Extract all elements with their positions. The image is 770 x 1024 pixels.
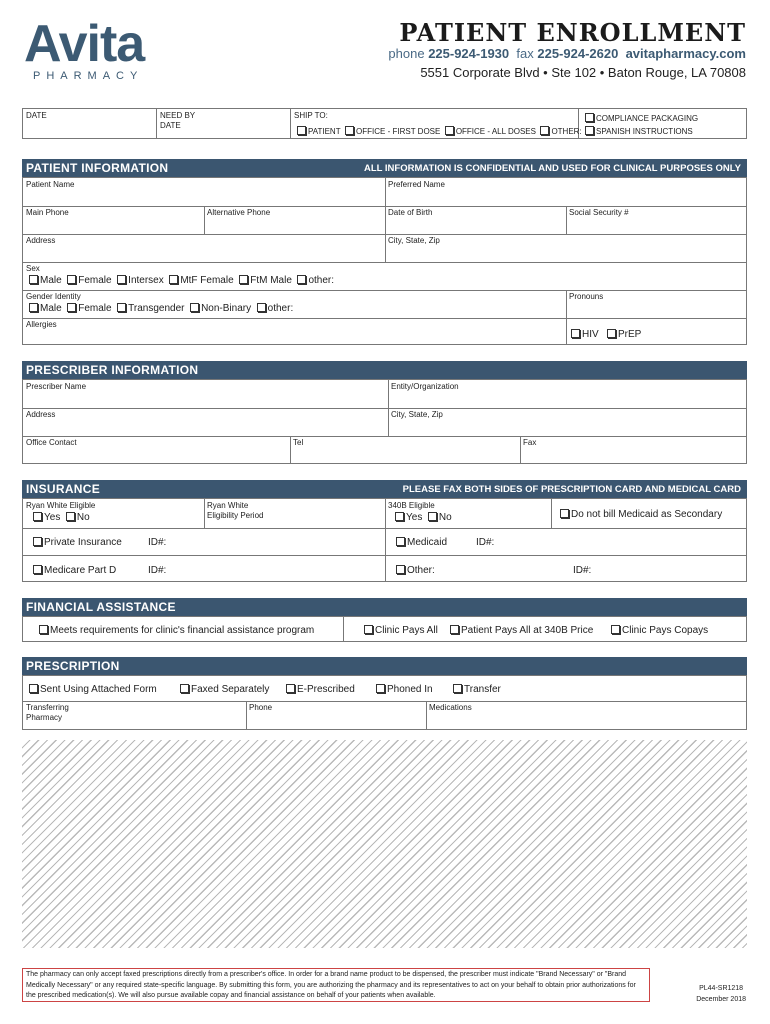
- form-code: [696, 983, 746, 1005]
- phoned-in-checkbox[interactable]: Phoned In: [376, 684, 433, 695]
- faxed-separately-checkbox[interactable]: Faxed Separately: [180, 684, 269, 695]
- medicaid-checkbox[interactable]: Medicaid: [396, 537, 447, 548]
- phone-number: 225-924-1930: [428, 46, 510, 61]
- prescription-section-title: PRESCRIPTION: [26, 659, 120, 673]
- e-prescribed-checkbox[interactable]: E-Prescribed: [286, 684, 355, 695]
- meets-requirements-checkbox[interactable]: Meets requirements for clinic's financial assistance program: [39, 625, 314, 636]
- logo-subtitle: PHARMACY: [33, 70, 144, 82]
- private-insurance-checkbox[interactable]: Private Insurance: [33, 537, 122, 548]
- prescription-fields: [22, 675, 747, 730]
- prescriber-fax-field[interactable]: Fax: [523, 438, 537, 447]
- gender-nonbinary-checkbox[interactable]: Non-Binary: [190, 303, 251, 314]
- gender-female-checkbox[interactable]: Female: [67, 303, 111, 314]
- ship-to-label: SHIP TO:: [294, 111, 328, 120]
- other-id-field[interactable]: ID#:: [573, 565, 592, 576]
- fax-label: fax: [516, 46, 534, 61]
- preferred-name-field[interactable]: Preferred Name: [388, 180, 445, 189]
- prescriber-section-header: [22, 361, 747, 380]
- transfer-checkbox[interactable]: Transfer: [453, 684, 501, 695]
- form-code-number: PL44-SR1218: [699, 985, 744, 992]
- transfer-phone-field[interactable]: Phone: [249, 703, 273, 712]
- insurance-fields: [22, 498, 747, 582]
- hiv-prep-options: [571, 329, 641, 340]
- fax-number: 225-924-2620: [537, 46, 619, 61]
- contact-line: [388, 46, 746, 61]
- pronouns-field[interactable]: Pronouns: [569, 292, 604, 301]
- insurance-note: PLEASE FAX BOTH SIDES OF PRESCRIPTION CARD AND MEDICAL CARD: [402, 484, 741, 495]
- main-phone-field[interactable]: Main Phone: [26, 208, 69, 217]
- clinic-pays-all-checkbox[interactable]: Clinic Pays All: [364, 625, 438, 636]
- patient-section-header: [22, 159, 747, 178]
- prescriber-tel-field[interactable]: Tel: [293, 438, 304, 447]
- entity-field[interactable]: Entity/Organization: [391, 382, 459, 391]
- ship-to-options: [297, 126, 582, 136]
- b340-eligible-label: 340B Eligible: [388, 501, 435, 510]
- prescription-section-header: [22, 657, 747, 676]
- disclaimer-text: The pharmacy can only accept faxed prescriptions directly from a prescriber's office. In order for a brand name product to be dispensed, the prescriber must indicate "Brand Necessary" or "Brand Medically Necessary" or any required state-specific language. By submitting this form, you are authorizing the pharmacy and its representatives to act on your behalf to obtain prior authorizations for the prescribed medication(s). We will also pursue available copay and financial assistance on behalf of your patients when available.: [22, 968, 650, 1002]
- form-date: December 2018: [696, 996, 746, 1003]
- b340-no-checkbox[interactable]: No: [428, 512, 452, 523]
- prescriber-section-title: PRESCRIBER INFORMATION: [26, 363, 199, 377]
- no-medicaid-secondary-checkbox[interactable]: Do not bill Medicaid as Secondary: [560, 509, 722, 520]
- website: avitapharmacy.com: [625, 46, 746, 61]
- other-insurance-checkbox[interactable]: Other:: [396, 565, 435, 576]
- sex-intersex-checkbox[interactable]: Intersex: [117, 275, 164, 286]
- financial-section-title: FINANCIAL ASSISTANCE: [26, 600, 176, 614]
- medicare-checkbox[interactable]: Medicare Part D: [33, 565, 116, 576]
- insurance-section-header: [22, 480, 747, 499]
- prep-checkbox[interactable]: PrEP: [607, 329, 641, 340]
- transferring-pharmacy-label: Pharmacy: [26, 713, 63, 722]
- sex-other-checkbox[interactable]: other:: [297, 275, 334, 286]
- dob-field[interactable]: Date of Birth: [388, 208, 433, 217]
- date-field[interactable]: DATE: [26, 111, 47, 120]
- rw-no-checkbox[interactable]: No: [66, 512, 90, 523]
- ship-patient-checkbox[interactable]: PATIENT: [297, 127, 341, 136]
- patient-pays-340b-checkbox[interactable]: Patient Pays All at 340B Price: [450, 625, 593, 636]
- patient-fields: [22, 177, 747, 345]
- prescriber-fields: [22, 379, 747, 464]
- prescriber-city-field[interactable]: City, State, Zip: [391, 410, 443, 419]
- compliance-checkbox[interactable]: COMPLIANCE PACKAGING: [585, 113, 698, 123]
- logo-wordmark: Avita: [24, 15, 145, 73]
- medications-field[interactable]: Medications: [429, 703, 472, 712]
- ship-other-checkbox[interactable]: OTHER:: [540, 127, 581, 136]
- hiv-checkbox[interactable]: HIV: [571, 329, 599, 340]
- transferring-pharmacy-field[interactable]: Transferring: [26, 703, 69, 712]
- ship-office-first-checkbox[interactable]: OFFICE - FIRST DOSE: [345, 127, 440, 136]
- order-table: [22, 108, 747, 139]
- spanish-checkbox[interactable]: SPANISH INSTRUCTIONS: [585, 126, 693, 136]
- need-by-field[interactable]: NEED BY: [160, 111, 196, 120]
- medicare-id-field[interactable]: ID#:: [148, 565, 167, 576]
- sex-options: [29, 275, 334, 286]
- prescriber-name-field[interactable]: Prescriber Name: [26, 382, 87, 391]
- address-line: 5551 Corporate Blvd • Ste 102 • Baton Rouge, LA 70808: [420, 65, 746, 80]
- ssn-field[interactable]: Social Security #: [569, 208, 629, 217]
- gender-label: Gender Identity: [26, 292, 81, 301]
- gender-transgender-checkbox[interactable]: Transgender: [117, 303, 184, 314]
- insurance-section-title: INSURANCE: [26, 482, 101, 496]
- clinic-pays-copays-checkbox[interactable]: Clinic Pays Copays: [611, 625, 708, 636]
- sent-attached-checkbox[interactable]: Sent Using Attached Form: [29, 684, 157, 695]
- ship-office-all-checkbox[interactable]: OFFICE - ALL DOSES: [445, 127, 536, 136]
- need-by-date-label: DATE: [160, 121, 181, 130]
- phone-label: phone: [388, 46, 425, 61]
- patient-section-title: PATIENT INFORMATION: [26, 161, 169, 175]
- b340-options: [395, 512, 452, 523]
- financial-fields: [22, 616, 747, 642]
- sex-ftm-checkbox[interactable]: FtM Male: [239, 275, 292, 286]
- prescriber-address-field[interactable]: Address: [26, 410, 56, 419]
- rw-eligible-options: [33, 512, 90, 523]
- confidential-note: ALL INFORMATION IS CONFIDENTIAL AND USED FOR CLINICAL PURPOSES ONLY: [363, 163, 741, 174]
- b340-yes-checkbox[interactable]: Yes: [395, 512, 422, 523]
- alt-phone-field[interactable]: Alternative Phone: [207, 208, 271, 217]
- patient-name-field[interactable]: Patient Name: [26, 180, 75, 189]
- office-contact-field[interactable]: Office Contact: [26, 438, 77, 447]
- rw-period-field[interactable]: Ryan White: [207, 501, 249, 510]
- sex-mtf-checkbox[interactable]: MtF Female: [169, 275, 233, 286]
- sex-female-checkbox[interactable]: Female: [67, 275, 111, 286]
- gender-options: [29, 303, 293, 314]
- patient-city-field[interactable]: City, State, Zip: [388, 236, 440, 245]
- rw-yes-checkbox[interactable]: Yes: [33, 512, 60, 523]
- hatched-blank-area: [22, 740, 747, 948]
- gender-male-checkbox[interactable]: Male: [29, 303, 62, 314]
- sex-male-checkbox[interactable]: Male: [29, 275, 62, 286]
- ryan-white-eligible-label: Ryan White Eligible: [26, 501, 96, 510]
- private-id-field[interactable]: ID#:: [148, 537, 167, 548]
- financial-section-header: [22, 598, 747, 617]
- gender-other-checkbox[interactable]: other:: [257, 303, 294, 314]
- rw-period-label: Eligibility Period: [207, 511, 264, 520]
- patient-address-field[interactable]: Address: [26, 236, 56, 245]
- medicaid-id-field[interactable]: ID#:: [476, 537, 495, 548]
- page-title: PATIENT ENROLLMENT: [399, 18, 746, 47]
- sex-label: Sex: [26, 264, 40, 273]
- allergies-field[interactable]: Allergies: [26, 320, 57, 329]
